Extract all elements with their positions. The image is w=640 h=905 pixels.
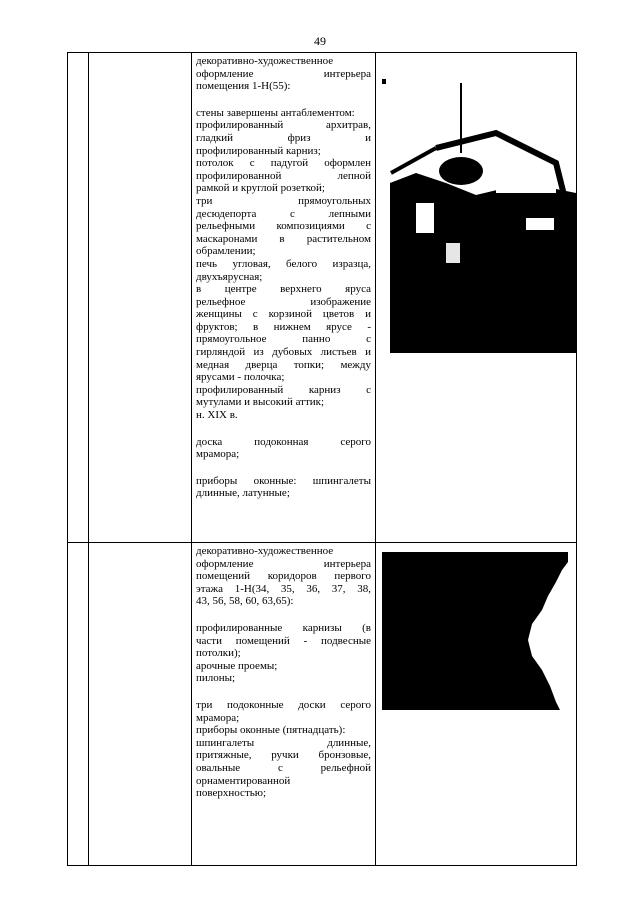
text-line: фруктов; в нижнем ярусе - [196,320,371,333]
text-line: помещения 1-Н(55): [196,80,291,93]
text-line: мутулами и высокий аттик; [196,396,325,409]
text-line: приборы оконные (пятнадцать): [196,724,346,737]
text-line: десюдепорта с лепными [196,207,371,220]
description-cell [192,53,376,543]
text-line: женщины с корзиной цветов и [196,308,371,321]
text-line: притяжные, ручки бронзовые, [196,749,371,762]
text-line: обрамлении; [196,245,256,258]
name-cell [89,53,192,543]
document-table [67,52,577,866]
text-line: гладкий фриз и [196,131,371,144]
text-line: печь угловая, белого изразца, [196,257,371,270]
text-line: оформление интерьера [196,67,371,80]
text-line: профилированный архитрав, [196,119,371,132]
text-line: медная дверца топки; между [196,358,371,371]
text-line: помещений коридоров первого [196,570,371,583]
interior-photo-1 [376,53,576,353]
text-line: поверхностью; [196,787,267,800]
number-cell [68,53,89,543]
text-line: овальные с рельефной [196,761,371,774]
text-line: потолок с падугой оформлен [196,157,371,170]
text-line: приборы оконные: шпингалеты [196,474,371,487]
text-line: н. XIX в. [196,409,238,422]
table-row [68,53,577,543]
text-line: оформление интерьера [196,557,371,570]
text-line: три прямоугольных [196,194,371,207]
text-line: гирляндой из дубовых листьев и [196,346,371,359]
photo-cell [376,53,577,543]
text-line: рельефное изображение [196,295,371,308]
interior-photo-2 [376,543,576,710]
photo-cell [376,543,577,866]
text-line: прямоугольное панно с [196,333,371,346]
text-line: декоративно-художественное [196,55,334,67]
text-line: двухъярусная; [196,270,263,283]
text-line: части помещений - подвесные [196,634,371,647]
paragraph-gap [196,461,371,475]
paragraph-gap [196,93,371,107]
name-cell [89,543,192,866]
text-line: пилоны; [196,672,236,685]
table-row [68,543,577,866]
text-line: профилированной лепной [196,169,371,182]
text-line: этажа 1-Н(34, 35, 36, 37, 38, [196,582,371,595]
number-cell [68,543,89,866]
text-line: профилированный карниз с [196,383,371,396]
paragraph-gap [196,608,371,622]
text-line: рамкой и круглой розеткой; [196,182,325,195]
text-line: стены завершены антаблементом: [196,106,355,119]
text-line: 43, 56, 58, 60, 63,65): [196,595,294,608]
text-line: потолки); [196,647,241,660]
text-line: три подоконные доски серого [196,698,371,711]
page-number: 49 [314,34,326,48]
description-cell [192,543,376,866]
paragraph-gap [196,422,371,436]
text-line: ярусами - полочка; [196,371,285,384]
text-line: рельефными композициями с [196,220,371,233]
text-line: мрамора; [196,711,240,724]
text-line: арочные проемы; [196,659,278,672]
description-text [192,53,375,500]
text-line: шпингалеты длинные, [196,736,371,749]
text-line: профилированные карнизы (в [196,621,371,634]
text-line: маскаронами в растительном [196,232,371,245]
text-line: доска подоконная серого [196,435,371,448]
text-line: мрамора; [196,448,240,461]
text-line: профилированный карниз; [196,144,321,157]
text-line: декоративно-художественное [196,545,334,557]
text-line: длинные, латунные; [196,487,290,500]
description-text [192,543,375,800]
paragraph-gap [196,685,371,699]
text-line: орнаментированной [196,774,291,787]
text-line: в центре верхнего яруса [196,283,371,296]
